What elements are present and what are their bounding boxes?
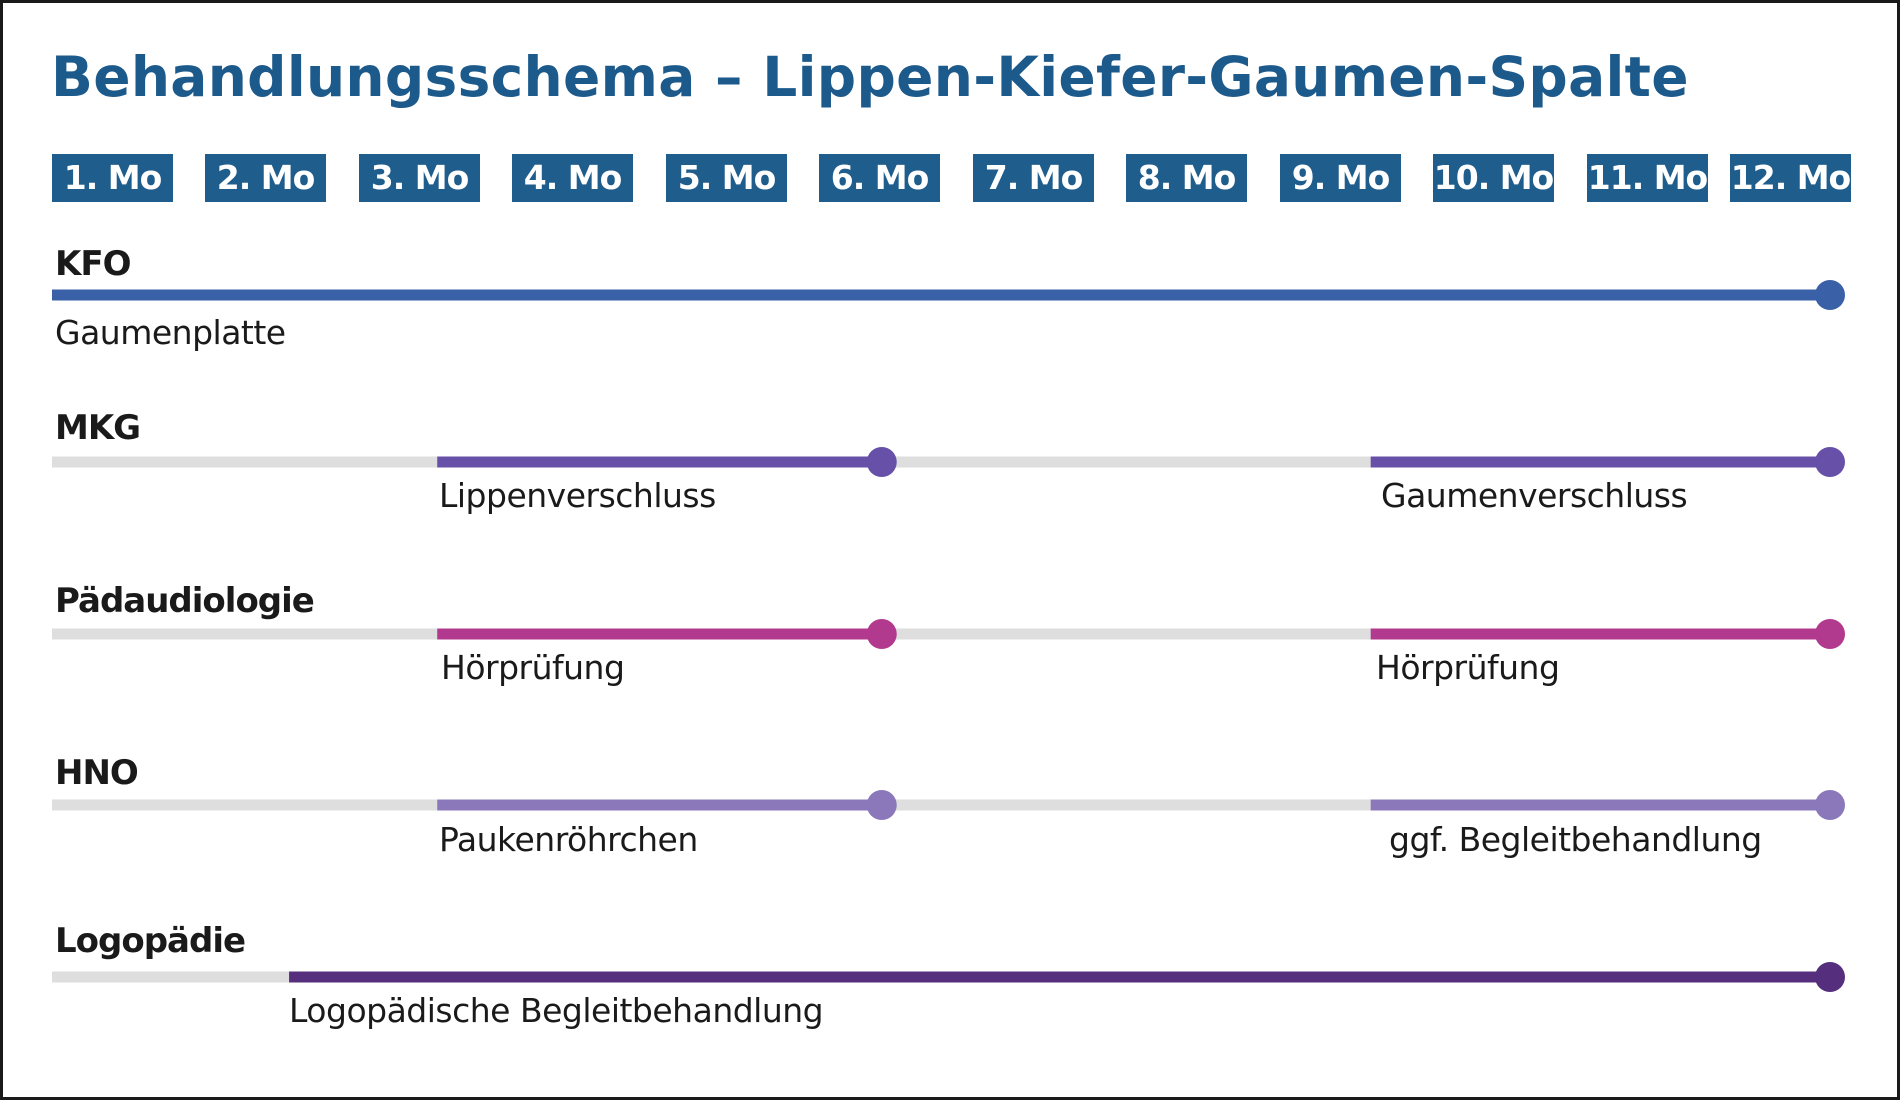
segment-endpoint-mkg-2: [1815, 447, 1845, 477]
segment-label-gaumenverschluss: Gaumenverschluss: [1381, 476, 1688, 515]
month-10: 10. Mo: [1433, 154, 1554, 202]
segment-label-paukenroehrchen: Paukenröhrchen: [439, 820, 698, 859]
segment-endpoint-hno-2: [1815, 790, 1845, 820]
month-12: 12. Mo: [1730, 154, 1851, 202]
month-3: 3. Mo: [359, 154, 480, 202]
segment-label-ggf-begleitbehandlung: ggf. Begleitbehandlung: [1389, 820, 1762, 859]
segment-label-gaumenplatte: Gaumenplatte: [55, 313, 286, 352]
segment-endpoint-paedaudiologie-1: [867, 619, 897, 649]
month-2: 2. Mo: [205, 154, 326, 202]
month-8: 8. Mo: [1126, 154, 1247, 202]
segment-endpoint-mkg-1: [867, 447, 897, 477]
track-label-logopaedie: Logopädie: [55, 921, 246, 961]
page-title: Behandlungsschema – Lippen-Kiefer-Gaumen-Spalte: [51, 45, 1689, 109]
month-6: 6. Mo: [819, 154, 940, 202]
month-11: 11. Mo: [1587, 154, 1708, 202]
segment-label-logopaedische-begleitbehandlung: Logopädische Begleitbehandlung: [289, 991, 824, 1030]
month-4: 4. Mo: [512, 154, 633, 202]
segment-endpoint-logopaedie-1: [1815, 962, 1845, 992]
segment-label-lippenverschluss: Lippenverschluss: [439, 476, 716, 515]
track-label-kfo: KFO: [55, 244, 131, 284]
track-label-mkg: MKG: [55, 408, 141, 448]
month-9: 9. Mo: [1280, 154, 1401, 202]
segment-label-hoerpruefung-2: Hörprüfung: [1376, 648, 1560, 687]
month-7: 7. Mo: [973, 154, 1094, 202]
segment-endpoint-hno-1: [867, 790, 897, 820]
track-label-paedaudiologie: Pädaudiologie: [55, 581, 314, 621]
segment-endpoint-kfo-1: [1815, 280, 1845, 310]
month-5: 5. Mo: [666, 154, 787, 202]
segment-endpoint-paedaudiologie-2: [1815, 619, 1845, 649]
segment-label-hoerpruefung-1: Hörprüfung: [441, 648, 625, 687]
month-1: 1. Mo: [52, 154, 173, 202]
track-label-hno: HNO: [55, 753, 138, 793]
